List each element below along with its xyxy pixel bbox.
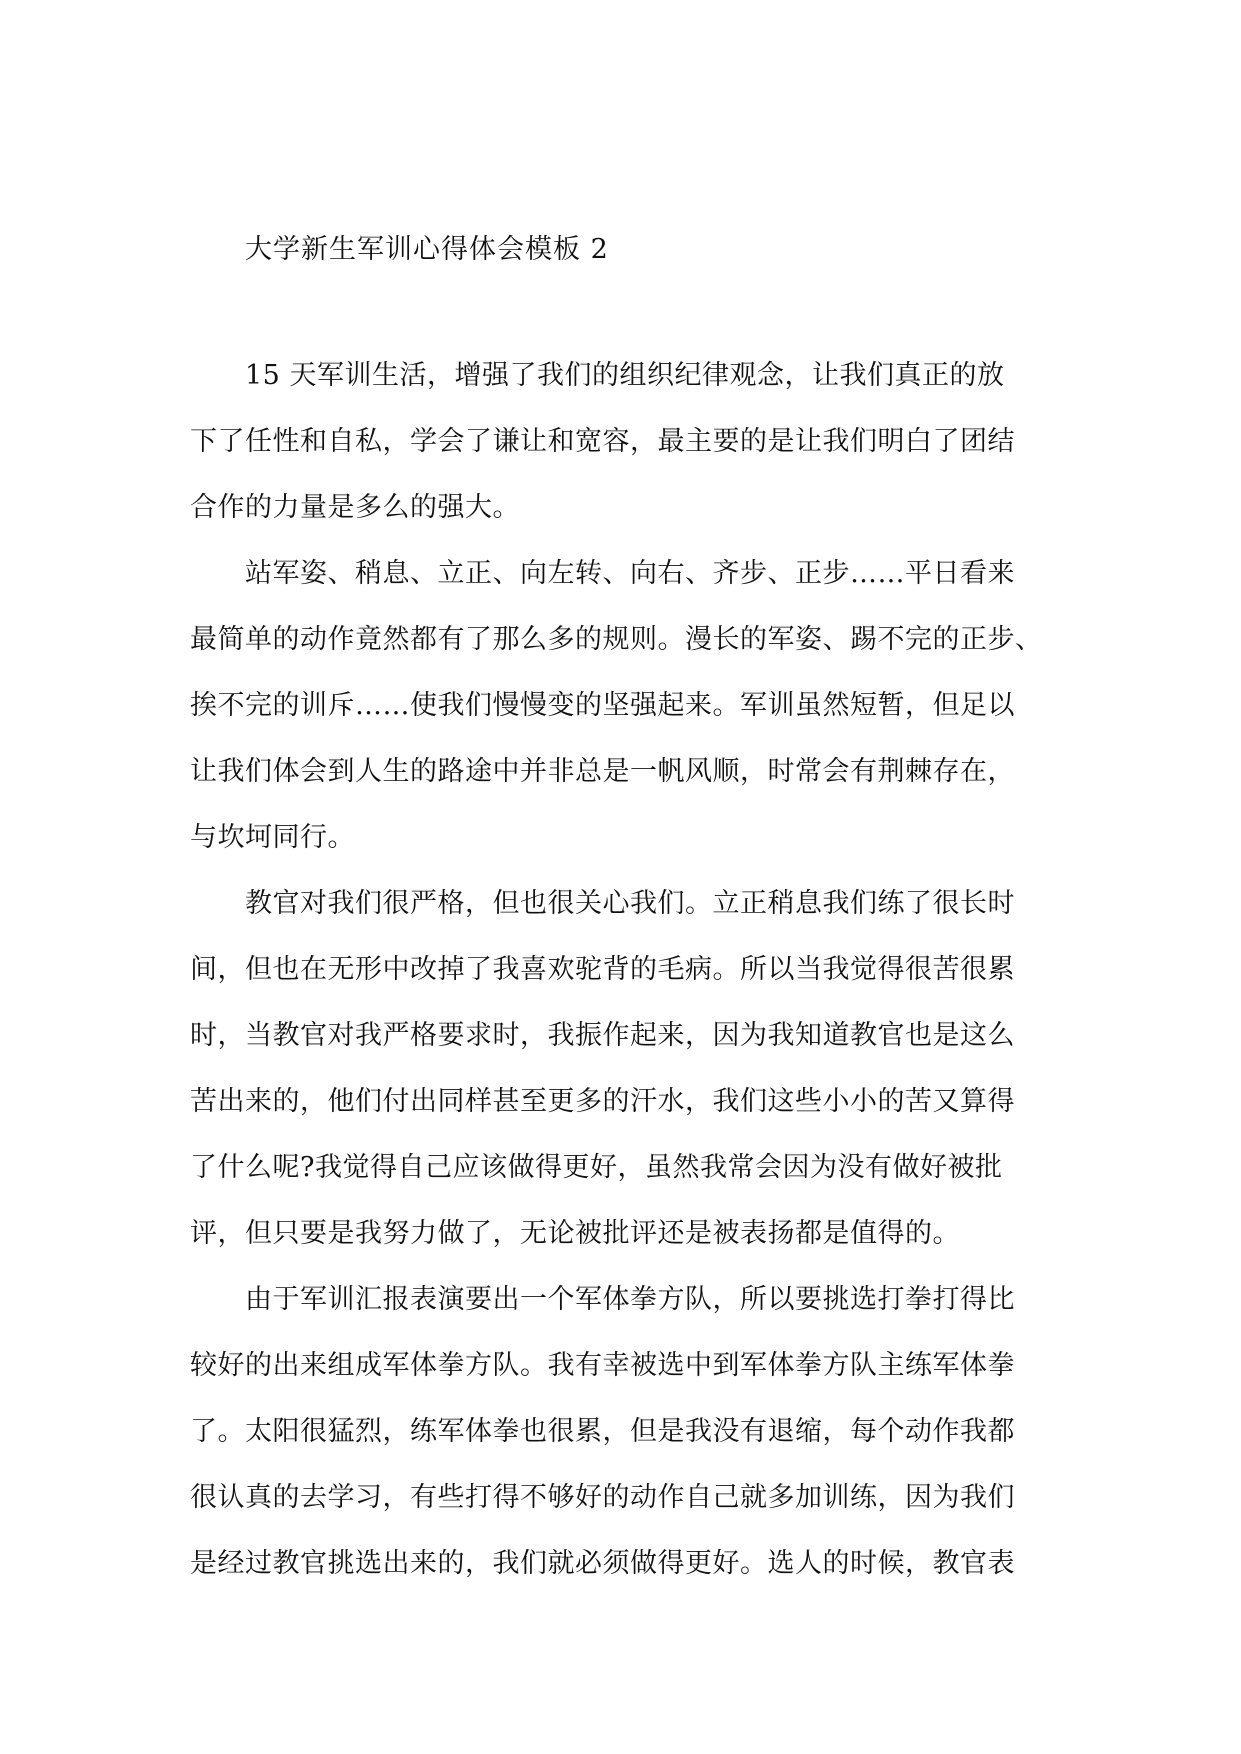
paragraph-4-line-1: 由于军训汇报表演要出一个军体拳方队，所以要挑选打拳打得比 — [245, 1284, 1015, 1315]
paragraph-4-line-5: 是经过教官挑选出来的，我们就必须做得更好。选人的时候，教官表 — [190, 1548, 1015, 1579]
document-body — [190, 353, 1050, 1607]
paragraph-2-line-3: 挨不完的训斥……使我们慢慢变的坚强起来。军训虽然短暂，但足以 — [190, 690, 1015, 721]
paragraph-3-line-2: 间，但也在无形中改掉了我喜欢驼背的毛病。所以当我觉得很苦很累 — [190, 954, 1015, 985]
paragraph-3-line-3: 时，当教官对我严格要求时，我振作起来，因为我知道教官也是这么 — [190, 1020, 1015, 1051]
paragraph-2-line-1: 站军姿、稍息、立正、向左转、向右、齐步、正步……平日看来 — [245, 558, 1015, 589]
paragraph-2-line-5: 与坎坷同行。 — [190, 822, 355, 853]
paragraph-4-line-3: 了。太阳很猛烈，练军体拳也很累，但是我没有退缩，每个动作我都 — [190, 1416, 1015, 1447]
paragraph-1-line-3: 合作的力量是多么的强大。 — [190, 492, 520, 523]
paragraph-4-line-2: 较好的出来组成军体拳方队。我有幸被选中到军体拳方队主练军体拳 — [190, 1350, 1015, 1381]
document-title: 大学新生军训心得体会模板 2 — [245, 234, 609, 265]
paragraph-3-line-4: 苦出来的，他们付出同样甚至更多的汗水，我们这些小小的苦又算得 — [190, 1086, 1015, 1117]
paragraph-1-line-2: 下了任性和自私，学会了谦让和宽容，最主要的是让我们明白了团结 — [190, 426, 1015, 457]
paragraph-3-line-5: 了什么呢?我觉得自己应该做得更好，虽然我常会因为没有做好被批 — [190, 1152, 1003, 1183]
paragraph-1-line-1: 15 天军训生活，增强了我们的组织纪律观念，让我们真正的放 — [245, 360, 1005, 391]
paragraph-4-line-4: 很认真的去学习，有些打得不够好的动作自己就多加训练，因为我们 — [190, 1482, 1015, 1513]
paragraph-2-line-2: 最简单的动作竟然都有了那么多的规则。漫长的军姿、踢不完的正步、 — [190, 624, 1043, 655]
paragraph-3-line-6: 评，但只要是我努力做了，无论被批评还是被表扬都是值得的。 — [190, 1218, 960, 1249]
paragraph-3-line-1: 教官对我们很严格，但也很关心我们。立正稍息我们练了很长时 — [245, 888, 1015, 919]
paragraph-2-line-4: 让我们体会到人生的路途中并非总是一帆风顺，时常会有荆棘存在， — [190, 756, 1015, 787]
